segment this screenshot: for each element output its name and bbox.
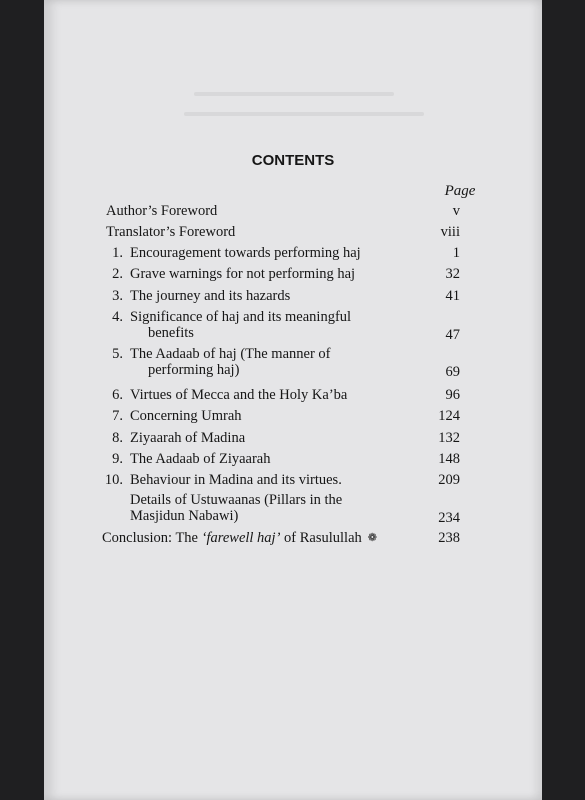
toc-entry-title: Encouragement towards performing haj — [130, 245, 361, 261]
book-page — [44, 0, 542, 800]
toc-entry-page: 41 — [445, 288, 460, 304]
toc-entry-title: Grave warnings for not performing haj — [130, 266, 356, 282]
toc-entry-title: The Aadaab of Ziyaarah — [130, 451, 271, 467]
toc-entry-number: 7. — [112, 408, 123, 424]
toc-entry-title-continued: performing haj) — [148, 362, 240, 378]
toc-entry-title: Significance of haj and its meaningful — [130, 309, 352, 325]
toc-entry-title: Virtues of Mecca and the Holy Ka’ba — [130, 387, 348, 403]
toc-entry-number: 4. — [112, 309, 123, 325]
toc-entry-page: 69 — [445, 364, 460, 380]
toc-entry-page: 32 — [445, 266, 460, 282]
toc-entry-page: 1 — [452, 245, 460, 261]
salutation-calligraphy-icon: ❁ — [367, 532, 377, 544]
page-column-header: Page — [444, 183, 476, 199]
conclusion-suffix: of Rasulullah — [280, 530, 362, 546]
toc-entry-number: 3. — [112, 288, 123, 304]
toc-entry-title: The journey and its hazards — [130, 288, 291, 304]
toc-entry-title: Concerning Umrah — [130, 408, 242, 424]
toc-entry-page: 148 — [438, 451, 460, 467]
toc-entry-page: 238 — [438, 530, 460, 546]
toc-entry-title-continued: benefits — [148, 325, 194, 341]
toc-entry-title: Author’s Foreword — [106, 203, 218, 219]
toc-entry-number: 2. — [112, 266, 123, 282]
toc-entry-number: 1. — [112, 245, 123, 261]
toc-entry-page: 234 — [438, 510, 460, 526]
contents-heading: CONTENTS — [251, 152, 335, 169]
conclusion-prefix: Conclusion: The — [102, 530, 202, 546]
farewell-haj-phrase: ‘farewell haj’ — [201, 530, 281, 546]
toc-entry-page: viii — [440, 224, 460, 240]
toc-entry-page: 124 — [438, 408, 460, 424]
toc-entry-page: 47 — [445, 327, 460, 343]
toc-entry-number: 6. — [112, 387, 123, 403]
toc-entry-number: 10. — [104, 472, 123, 488]
toc-entry-number: 8. — [112, 430, 123, 446]
toc-entry-title: The Aadaab of haj (The manner of — [130, 346, 331, 362]
toc-entry-title: Translator’s Foreword — [106, 224, 236, 240]
toc-entry-page: 132 — [438, 430, 460, 446]
toc-entry-page: 209 — [438, 472, 460, 488]
toc-entry-page: 96 — [445, 387, 460, 403]
toc-entry-title-continued: Masjidun Nabawi) — [130, 508, 239, 524]
toc-entry-number: 5. — [112, 346, 123, 362]
toc-entry-number: 9. — [112, 451, 123, 467]
toc-entry-title: Ziyaarah of Madina — [130, 430, 246, 446]
toc-entry-title: Behaviour in Madina and its virtues. — [130, 472, 342, 488]
toc-entry-page: v — [452, 203, 460, 219]
toc-entry-title — [102, 530, 377, 547]
toc-entry-title: Details of Ustuwaanas (Pillars in the — [130, 492, 343, 508]
